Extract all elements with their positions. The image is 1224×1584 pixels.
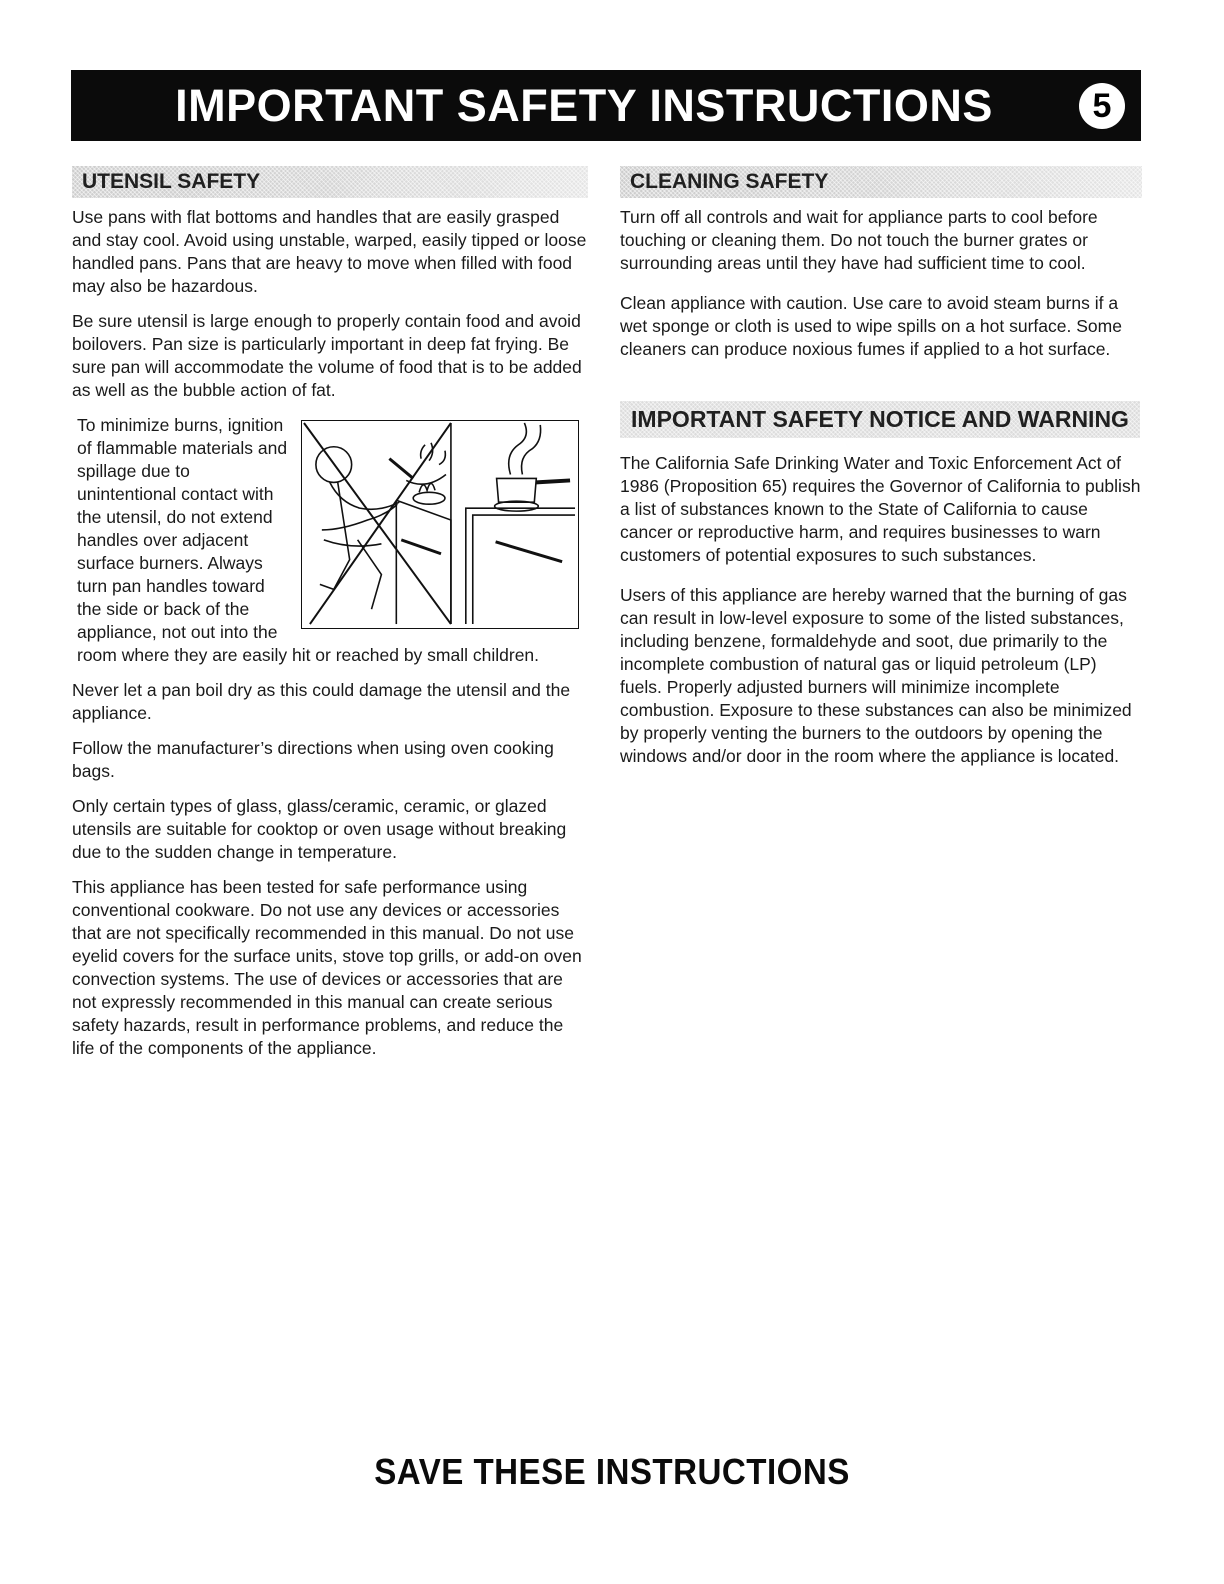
page-title: IMPORTANT SAFETY INSTRUCTIONS [175,79,993,131]
save-instructions-footer: SAVE THESE INSTRUCTIONS [374,1451,850,1492]
cleaning-paragraph-1: Turn off all controls and wait for appliance parts to cool before touching or cleaning them. Do not touch the burner grates or surrounding areas until they have had sufficient time to cool. [620,207,1098,273]
right-column [620,166,1142,785]
cleaning-paragraph-2: Clean appliance with caution. Use care to avoid steam burns if a wet sponge or cloth is used to wipe spills on a hot surface. Some cleaners can produce noxious fumes if applied to a hot surface. [620,293,1122,359]
utensil-paragraph-5: Follow the manufacturer’s directions when using oven cooking bags. [72,738,554,781]
utensil-safety-heading: UTENSIL SAFETY [72,166,588,198]
utensil-paragraph-1: Use pans with flat bottoms and handles that are easily grasped and stay cool. Avoid using unstable, warped, easily tipped or loose handled pans. Pans that are heavy to move when filled with food may also be hazardous. [72,207,587,296]
utensil-paragraph-4: Never let a pan boil dry as this could damage the utensil and the appliance. [72,680,571,723]
utensil-paragraph-2: Be sure utensil is large enough to properly contain food and avoid boilovers. Pan size is particularly important in deep fat frying. Be sure pan will accommodate the volume of food that is to be added as well as the bubble action of fat. [72,311,582,400]
utensil-illustration-block [77,414,588,679]
pan-handle-safety-illustration [301,420,579,629]
utensil-paragraph-7: This appliance has been tested for safe performance using conventional cookware. Do not use any devices or accessories that are not specifically recommended in this manual. Do not use eyelid covers for the surface units, stove top grills, or add-on oven convection systems. The use of devices or accessories that are not expressly recommended in this manual can create serious safety hazards, result in performance problems, and reduce the life of the components of the appliance. [72,877,582,1058]
safety-notice-heading: IMPORTANT SAFETY NOTICE AND WARNING [620,401,1140,438]
cleaning-safety-heading: CLEANING SAFETY [620,166,1142,198]
left-column [72,166,588,1072]
notice-paragraph-2: Users of this appliance are hereby warned that the burning of gas can result in low-level exposure to some of the listed substances, including benzene, formaldehyde and soot, due primarily to the incomplete combustion of natural gas or liquid petroleum (LP) fuels. Properly adjusted burners will minimize incomplete combustion. Exposure to these substances can also be minimized by properly venting the burners to the outdoors by opening the windows and/or door in the room where the appliance is located. [620,585,1132,766]
notice-paragraph-1: The California Safe Drinking Water and Toxic Enforcement Act of 1986 (Proposition 65) requires the Governor of California to publish a list of substances known to the State of California to cause cancer or reproductive harm, and requires businesses to warn customers of potential exposures to such substances. [620,453,1141,565]
page-header-banner [71,70,1141,141]
utensil-paragraph-6: Only certain types of glass, glass/ceramic, ceramic, or glazed utensils are suitable for cooktop or oven usage without breaking due to the sudden change in temperature. [72,796,567,862]
utensil-paragraph-3: To minimize burns, ignition of flammable materials and spillage due to unintentional contact with the utensil, do not extend handles over adjacent surface burners. Always turn pan handles toward the side or back of the appliance, not out into the room where they are easily hit or reached by small children. [77,415,540,665]
pan-handle-safety-drawing [302,421,578,628]
page-number-badge: 5 [1079,83,1125,129]
